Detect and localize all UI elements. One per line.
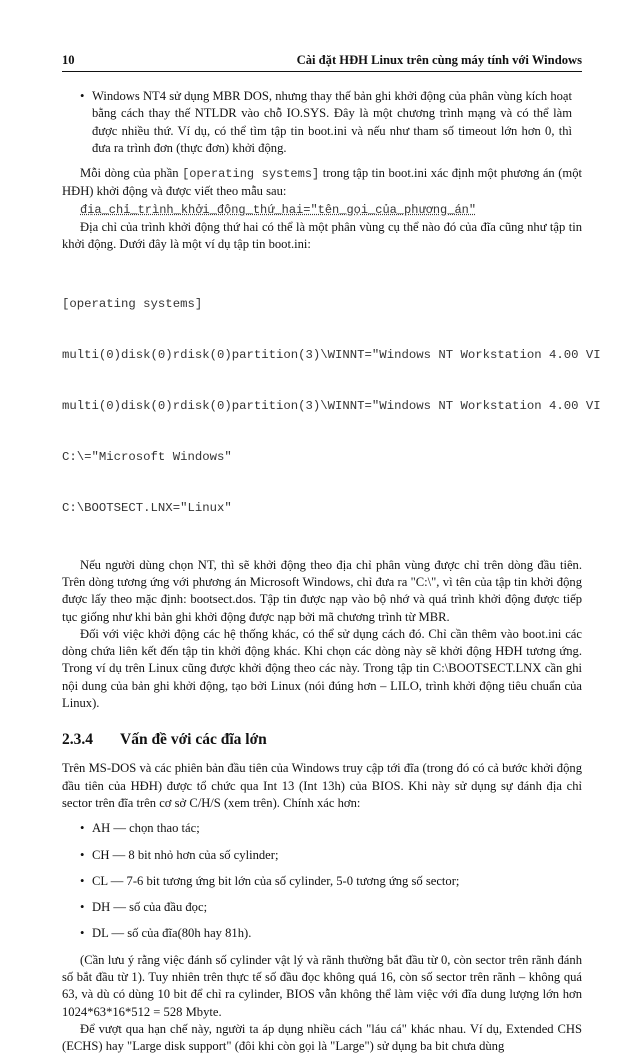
code-line: C:\="Microsoft Windows" xyxy=(62,449,232,464)
register-list xyxy=(62,820,582,942)
code-line: multi(0)disk(0)rdisk(0)partition(3)\WINNT="Windows NT Workstation 4.00 VI xyxy=(62,398,601,413)
section-number: 2.3.4 xyxy=(62,731,93,749)
bullet-glyph: • xyxy=(80,900,85,915)
list-item-text: AH — chọn thao tác; xyxy=(92,821,200,836)
bullet-glyph: • xyxy=(80,89,85,103)
bullet-glyph: • xyxy=(80,873,85,888)
inline-code: [operating systems] xyxy=(182,167,320,182)
bullet-glyph: • xyxy=(80,847,85,862)
boot-ini-code-block xyxy=(62,262,638,551)
paragraph-boot-address: Địa chỉ của trình khởi động thứ hai có thể là một phân vùng cụ thể nào đó của đĩa cũng như tập tin khởi động. Dưới đây là một ví dụ tập tin boot.ini: xyxy=(62,220,582,252)
page-content xyxy=(62,88,601,1056)
template-line xyxy=(62,201,582,219)
bullet-glyph: • xyxy=(80,821,85,836)
paragraph-operating-systems: Mỗi dòng của phần [operating systems] trong tập tin boot.ini xác định một phương án (một HĐH) khởi động và được viết theo mẫu sau: xyxy=(62,166,582,199)
section-title: Vấn đề với các đĩa lớn xyxy=(120,731,267,749)
paragraph-large-disk: Để vượt qua hạn chế này, người ta áp dụng nhiều cách "láu cá" khác nhau. Ví dụ, Extended CHS (ECHS) hay "Large disk support" (đôi khi còn gọi là "Large") sử dụng ba bit chưa dùng xyxy=(62,1021,582,1054)
list-item-nt4 xyxy=(62,88,572,157)
paragraph-other-systems: Đối với việc khởi động các hệ thống khác, có thể sử dụng cách đó. Chỉ cần thêm vào boot.ini các dòng chứa liên kết đến tập tin khởi động khác. Khi chọn các dòng này sẽ khởi động HĐH tương ứng. Trong ví dụ trên Linux cũng được khởi động theo các này. Trong tập tin C:\BOOTSECT.LNX cần ghi nội dung của bản ghi khởi động, tạo bởi Linux (nói đúng hơn – LILO, trình khởi động tiêu chuẩn của Linux). xyxy=(62,626,582,711)
section-heading xyxy=(62,730,582,750)
list-item-text: CH — 8 bit nhỏ hơn của số cylinder; xyxy=(92,847,279,862)
list-item xyxy=(62,925,572,942)
page-header xyxy=(62,52,582,72)
list-item xyxy=(62,820,572,837)
code-line: multi(0)disk(0)rdisk(0)partition(3)\WINNT="Windows NT Workstation 4.00 VI xyxy=(62,347,601,362)
paragraph-nt-choice: Nếu người dùng chọn NT, thì sẽ khởi động theo địa chỉ phân vùng được chỉ trên dòng đầu tiên. Trên dòng tương ứng với phương án Microsoft Windows, chỉ đưa ra "C:\", vì tên của tập tin khởi động được lấy theo mặc định: bootsect.dos. Tập tin được nạp vào bộ nhớ và quá trình khởi động được tiếp tục giống như khi bản ghi khởi động được nạp bởi mã chương trình từ MBR. xyxy=(62,557,582,624)
list-item xyxy=(62,847,572,864)
paragraph-cylinder-note: (Cần lưu ý rằng việc đánh số cylinder vật lý và rãnh thường bắt đầu từ 0, còn sector trên rãnh đánh số bắt đầu từ 1). Tuy nhiên trên thực tế số đầu đọc không quá 16, còn số sector trên rãnh – không quá 63, và dù có dùng 10 bit để chỉ ra cylinder, BIOS vẫn không thể làm việc với đĩa dung lượng lớn hơn 1024*63*16*512 = 528 Mbyte. xyxy=(62,952,582,1019)
page-number: 10 xyxy=(62,53,75,67)
code-line: [operating systems] xyxy=(62,296,203,311)
code-line: C:\BOOTSECT.LNX="Linux" xyxy=(62,500,232,515)
list-item-text: Windows NT4 sử dụng MBR DOS, nhưng thay thế bản ghi khởi động của phân vùng kích hoạt bằng cách thay thế NTLDR vào chỗ IO.SYS. Đây là một chương trình mạng và có thể làm được nhiều thứ. Ví dụ, có thể tìm tập tin boot.ini và nếu như tham số timeout lớn hơn 0, thì đưa ra trình đơn (thực đơn) khởi động. xyxy=(92,89,572,155)
list-item-text: CL — 7-6 bit tương ứng bit lớn của số cylinder, 5-0 tương ứng số sector; xyxy=(92,873,460,888)
bullet-glyph: • xyxy=(80,926,85,941)
list-item-text: DL — số của đĩa(80h hay 81h). xyxy=(92,926,252,941)
template-code: địa_chỉ_trình_khởi_động_thứ_hai="tên_gọi_của_phương_án" xyxy=(80,202,477,217)
running-title: Cài đặt HĐH Linux trên cùng máy tính với Windows xyxy=(296,53,582,67)
list-item xyxy=(62,873,572,890)
list-item-text: DH — số của đầu đọc; xyxy=(92,900,208,915)
paragraph-ms-dos: Trên MS-DOS và các phiên bản đầu tiên của Windows truy cập tới đĩa (trong đó có cả bước khởi động đầu tiên của HĐH) được tổ chức qua Int 13 (Int 13h) của BIOS. Khi này sử dụng sự đánh địa chỉ sector trên đĩa trên cơ sở C/H/S (xem trên). Chính xác hơn: xyxy=(62,761,582,810)
